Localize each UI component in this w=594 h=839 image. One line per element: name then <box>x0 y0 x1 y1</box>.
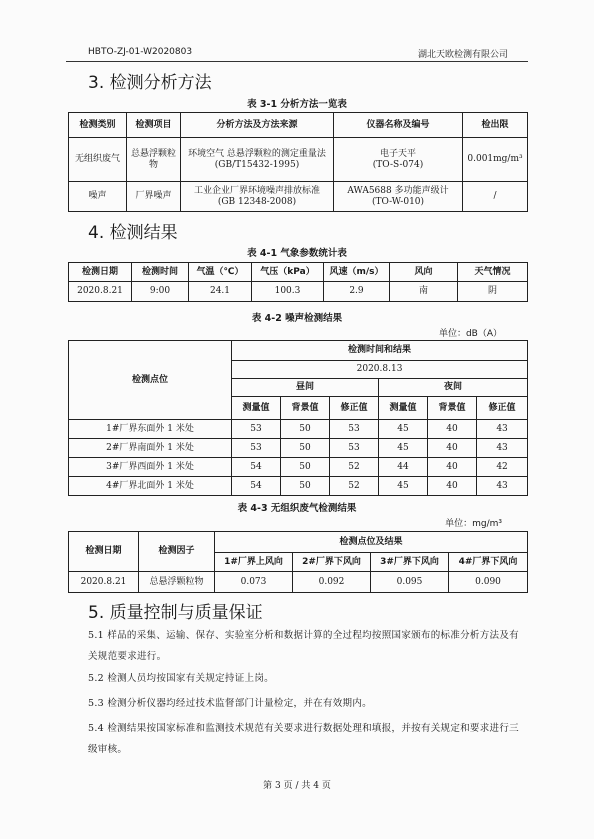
table-row <box>69 477 528 496</box>
cell-value: 40 <box>428 477 477 496</box>
th-wind-direction: 风向 <box>390 263 458 282</box>
th-method: 分析方法及方法来源 <box>181 113 334 138</box>
th-corrected: 修正值 <box>330 397 379 420</box>
th-time-result: 检测时间和结果 <box>232 341 528 361</box>
table-row <box>69 182 528 212</box>
method-ref: (GB/T15432-1995) <box>214 159 300 170</box>
th-nighttime: 夜间 <box>379 379 528 397</box>
instrument-text: AWA5688 多功能声级计 <box>347 185 449 196</box>
table-4-3 <box>68 531 528 593</box>
cell-value: 42 <box>477 458 528 477</box>
cell-pressure: 100.3 <box>252 282 324 302</box>
instrument-text: 电子天平 <box>379 148 416 159</box>
cell-point: 4#厂界北面外 1 米处 <box>69 477 232 496</box>
cell-value: 45 <box>379 439 428 458</box>
cell-value: 50 <box>281 420 330 439</box>
table-row <box>69 458 528 477</box>
paragraph-5-2: 5.2 检测人员均按国家有关规定持证上岗。 <box>88 673 274 684</box>
cell-value: 53 <box>232 420 281 439</box>
th-point: 检测点位 <box>69 341 232 420</box>
company-name: 湖北天欧检测有限公司 <box>417 50 508 60</box>
table-row <box>69 439 528 458</box>
cell-value: 43 <box>477 420 528 439</box>
cell-wind-speed: 2.9 <box>324 282 390 302</box>
cell-instrument <box>334 138 463 182</box>
cell-weather: 阴 <box>458 282 528 302</box>
cell-date: 2020.8.21 <box>69 282 132 302</box>
th-factor: 检测因子 <box>139 532 215 572</box>
cell-value: 52 <box>330 477 379 496</box>
th-point-1: 1#厂界上风向 <box>215 553 293 572</box>
table-3-1-caption: 表 3-1 分析方法一览表 <box>247 99 347 110</box>
th-wind-speed: 风速（m/s） <box>324 263 390 282</box>
th-point-4: 4#厂界下风向 <box>449 553 528 572</box>
cell-value: 43 <box>477 477 528 496</box>
cell-time: 9:00 <box>132 282 189 302</box>
th-date: 检测日期 <box>69 532 139 572</box>
table-4-3-unit: 单位：mg/m³ <box>445 519 502 529</box>
th-points-results: 检测点位及结果 <box>215 532 528 553</box>
cell-value: 0.073 <box>215 572 293 593</box>
th-point-3: 3#厂界下风向 <box>371 553 449 572</box>
table-4-2-caption: 表 4-2 噪声检测结果 <box>251 313 343 324</box>
table-4-3-caption: 表 4-3 无组织废气检测结果 <box>237 503 357 514</box>
section-5-title: 5. 质量控制与质量保证 <box>88 603 263 623</box>
cell-value: 52 <box>330 458 379 477</box>
cell-value: 45 <box>379 420 428 439</box>
cell-value: 53 <box>330 439 379 458</box>
table-row <box>69 282 528 302</box>
cell-value: 54 <box>232 458 281 477</box>
cell-value: 40 <box>428 420 477 439</box>
th-date: 检测日期 <box>69 263 132 282</box>
th-item: 检测项目 <box>127 113 181 138</box>
th-instrument: 仪器名称及编号 <box>334 113 463 138</box>
method-ref: (GB 12348-2008) <box>217 196 297 207</box>
th-daytime: 昼间 <box>232 379 379 397</box>
paragraph-5-3: 5.3 检测分析仪器均经过技术监督部门计量检定，并在有效期内。 <box>88 698 372 709</box>
table-row <box>69 138 528 182</box>
table-row <box>69 572 528 593</box>
table-4-1-caption: 表 4-1 气象参数统计表 <box>247 248 347 259</box>
cell-value: 50 <box>281 439 330 458</box>
doc-code: HBTO-ZJ-01-W2020803 <box>88 47 193 57</box>
table-4-1 <box>68 262 528 302</box>
cell-factor: 总悬浮颗粒物 <box>139 572 215 593</box>
th-background: 背景值 <box>281 397 330 420</box>
cell-value: 53 <box>232 439 281 458</box>
method-text: 工业企业厂界环境噪声排放标准 <box>193 185 320 196</box>
cell-category: 噪声 <box>69 182 127 212</box>
method-text: 环境空气 总悬浮颗粒的测定重量法 <box>188 148 326 159</box>
th-measured: 测量值 <box>232 397 281 420</box>
cell-item: 总悬浮颗粒物 <box>127 138 181 182</box>
table-4-2 <box>68 340 528 496</box>
cell-point: 1#厂界东面外 1 米处 <box>69 420 232 439</box>
cell-value: 0.092 <box>293 572 371 593</box>
table-4-2-unit: 单位：dB（A） <box>438 329 502 339</box>
paragraph-5-1: 5.1 样品的采集、运输、保存、实验室分析和数据计算的全过程均按照国家颁布的标准分析方法及有关规范要求进行。 <box>88 630 519 662</box>
cell-limit: 0.001mg/m³ <box>463 138 528 182</box>
section-3-title: 3. 检测分析方法 <box>88 73 212 93</box>
th-pressure: 气压（kPa） <box>252 263 324 282</box>
cell-value: 40 <box>428 458 477 477</box>
cell-date: 2020.8.21 <box>69 572 139 593</box>
th-corrected: 修正值 <box>477 397 528 420</box>
instrument-ref: (TO-W-010) <box>371 196 425 207</box>
cell-limit: / <box>463 182 528 212</box>
th-measured: 测量值 <box>379 397 428 420</box>
th-temperature: 气温（℃） <box>189 263 252 282</box>
cell-value: 50 <box>281 458 330 477</box>
table-3-1 <box>68 112 528 212</box>
cell-wind-direction: 南 <box>390 282 458 302</box>
cell-value: 53 <box>330 420 379 439</box>
cell-test-date: 2020.8.13 <box>232 361 528 379</box>
cell-category: 无组织废气 <box>69 138 127 182</box>
instrument-ref: (TO-S-074) <box>372 159 424 170</box>
cell-method <box>181 182 334 212</box>
cell-temperature: 24.1 <box>189 282 252 302</box>
cell-value: 45 <box>379 477 428 496</box>
paragraph-5-4: 5.4 检测结果按国家标准和监测技术规范有关要求进行数据处理和填报，并按有关规定和要求进行三级审核。 <box>88 723 519 755</box>
th-time: 检测时间 <box>132 263 189 282</box>
th-point-2: 2#厂界下风向 <box>293 553 371 572</box>
cell-method <box>181 138 334 182</box>
page-number: 第 3 页 / 共 4 页 <box>263 781 331 791</box>
cell-value: 44 <box>379 458 428 477</box>
cell-value: 43 <box>477 439 528 458</box>
table-row <box>69 420 528 439</box>
cell-point: 2#厂界南面外 1 米处 <box>69 439 232 458</box>
cell-instrument <box>334 182 463 212</box>
cell-value: 0.090 <box>449 572 528 593</box>
cell-value: 0.095 <box>371 572 449 593</box>
th-category: 检测类别 <box>69 113 127 138</box>
th-weather: 天气情况 <box>458 263 528 282</box>
header-rule <box>66 61 528 62</box>
cell-value: 40 <box>428 439 477 458</box>
cell-value: 54 <box>232 477 281 496</box>
cell-item: 厂界噪声 <box>127 182 181 212</box>
cell-point: 3#厂界西面外 1 米处 <box>69 458 232 477</box>
th-limit: 检出限 <box>463 113 528 138</box>
th-background: 背景值 <box>428 397 477 420</box>
cell-value: 50 <box>281 477 330 496</box>
section-4-title: 4. 检测结果 <box>88 223 178 243</box>
